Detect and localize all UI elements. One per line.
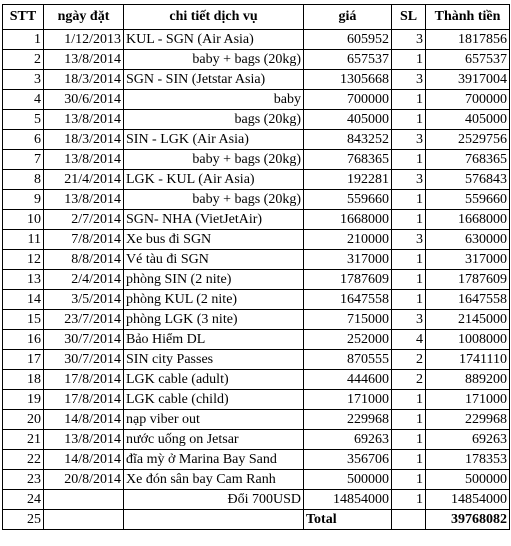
col-header-price[interactable]: giá [304, 5, 392, 30]
cell-price[interactable]: 768365 [304, 150, 392, 170]
cell-stt[interactable]: 14 [3, 290, 44, 310]
table-row [3, 230, 510, 250]
cell-total[interactable]: 2529756 [426, 130, 510, 150]
cell-total[interactable]: 1741110 [426, 350, 510, 370]
cell-detail[interactable]: LGK cable (child) [124, 390, 304, 410]
cell-total[interactable]: 700000 [426, 90, 510, 110]
cell-date[interactable] [44, 490, 124, 510]
cell-qty[interactable]: 1 [392, 410, 426, 430]
cell-qty[interactable] [392, 510, 426, 530]
cell-total[interactable]: 178353 [426, 450, 510, 470]
cell-price[interactable]: 1668000 [304, 210, 392, 230]
cell-detail[interactable]: phòng SIN (2 nite) [124, 270, 304, 290]
cell-qty[interactable]: 3 [392, 310, 426, 330]
col-header-date[interactable]: ngày đặt [44, 5, 124, 30]
grand-total[interactable]: 39768082 [426, 510, 510, 530]
cell-stt[interactable]: 10 [3, 210, 44, 230]
table-row [3, 330, 510, 350]
cell-total[interactable]: 405000 [426, 110, 510, 130]
cell-stt[interactable]: 13 [3, 270, 44, 290]
cell-qty[interactable]: 3 [392, 230, 426, 250]
cell-stt[interactable]: 23 [3, 470, 44, 490]
cell-stt[interactable]: 21 [3, 430, 44, 450]
table-row [3, 50, 510, 70]
cell-price[interactable]: 1787609 [304, 270, 392, 290]
cell-qty[interactable]: 1 [392, 250, 426, 270]
table-row [3, 210, 510, 230]
table-row [3, 370, 510, 390]
table-row [3, 30, 510, 50]
cell-qty[interactable]: 1 [392, 110, 426, 130]
cell-price[interactable]: 229968 [304, 410, 392, 430]
cell-detail[interactable]: phòng LGK (3 nite) [124, 310, 304, 330]
cell-stt[interactable]: 1 [3, 30, 44, 50]
cell-stt[interactable]: 18 [3, 370, 44, 390]
total-label[interactable]: Total [304, 510, 392, 530]
cell-date[interactable]: 14/8/2014 [44, 410, 124, 430]
cell-total[interactable]: 317000 [426, 250, 510, 270]
cell-date[interactable]: 13/8/2014 [44, 110, 124, 130]
cell-detail[interactable]: SGN- NHA (VietJetAir) [124, 210, 304, 230]
cell-stt[interactable]: 16 [3, 330, 44, 350]
cell-total[interactable]: 630000 [426, 230, 510, 250]
cell-total[interactable]: 1787609 [426, 270, 510, 290]
cell-total[interactable]: 657537 [426, 50, 510, 70]
cell-price[interactable]: 1647558 [304, 290, 392, 310]
cell-total[interactable]: 1008000 [426, 330, 510, 350]
cell-price[interactable]: 1305668 [304, 70, 392, 90]
table-row [3, 270, 510, 290]
cell-total[interactable]: 3917004 [426, 70, 510, 90]
cell-date[interactable]: 30/7/2014 [44, 350, 124, 370]
cell-total[interactable]: 69263 [426, 430, 510, 450]
col-header-stt[interactable]: STT [3, 5, 44, 30]
cell-price[interactable]: 69263 [304, 430, 392, 450]
table-row [3, 190, 510, 210]
cell-stt[interactable]: 24 [3, 490, 44, 510]
expense-table [2, 4, 510, 530]
cell-qty[interactable]: 2 [392, 350, 426, 370]
cell-stt[interactable]: 11 [3, 230, 44, 250]
cell-date[interactable]: 20/8/2014 [44, 470, 124, 490]
cell-detail[interactable]: nước uống on Jetsar [124, 430, 304, 450]
cell-detail[interactable]: Xe đón sân bay Cam Ranh [124, 470, 304, 490]
cell-price[interactable]: 715000 [304, 310, 392, 330]
table-row [3, 390, 510, 410]
header-row [3, 5, 510, 30]
cell-date[interactable]: 13/8/2014 [44, 430, 124, 450]
table-row [3, 450, 510, 470]
cell-qty[interactable]: 1 [392, 450, 426, 470]
cell-detail[interactable]: LGK cable (adult) [124, 370, 304, 390]
table-row [3, 130, 510, 150]
cell-qty[interactable]: 1 [392, 470, 426, 490]
cell-detail[interactable]: baby + bags (20kg) [124, 190, 304, 210]
cell-detail[interactable]: baby [124, 90, 304, 110]
cell-total[interactable]: 889200 [426, 370, 510, 390]
cell-date[interactable]: 8/8/2014 [44, 250, 124, 270]
cell-price[interactable]: 252000 [304, 330, 392, 350]
cell-total[interactable]: 500000 [426, 470, 510, 490]
table-row [3, 170, 510, 190]
cell-detail[interactable]: Xe bus đi SGN [124, 230, 304, 250]
cell-stt[interactable]: 2 [3, 50, 44, 70]
cell-stt[interactable]: 7 [3, 150, 44, 170]
table-row [3, 350, 510, 370]
cell-stt[interactable]: 20 [3, 410, 44, 430]
cell-total[interactable]: 1817856 [426, 30, 510, 50]
cell-stt[interactable]: 15 [3, 310, 44, 330]
cell-total[interactable]: 559660 [426, 190, 510, 210]
cell-date[interactable]: 17/8/2014 [44, 390, 124, 410]
col-header-total[interactable]: Thành tiền [426, 5, 510, 30]
cell-price[interactable]: 405000 [304, 110, 392, 130]
cell-date[interactable]: 2/7/2014 [44, 210, 124, 230]
cell-price[interactable]: 605952 [304, 30, 392, 50]
cell-qty[interactable]: 1 [392, 190, 426, 210]
total-row [3, 510, 510, 530]
table-row [3, 110, 510, 130]
table-footer [3, 510, 510, 530]
cell-qty[interactable]: 2 [392, 370, 426, 390]
cell-date[interactable]: 1/12/2013 [44, 30, 124, 50]
cell-detail[interactable]: đĩa mỳ ở Marina Bay Sand [124, 450, 304, 470]
cell-total[interactable]: 1668000 [426, 210, 510, 230]
cell-detail[interactable]: Đổi 700USD [124, 490, 304, 510]
cell-qty[interactable]: 3 [392, 170, 426, 190]
table-row [3, 70, 510, 90]
cell-stt[interactable]: 6 [3, 130, 44, 150]
cell-price[interactable]: 444600 [304, 370, 392, 390]
cell-total[interactable]: 2145000 [426, 310, 510, 330]
cell-date[interactable]: 14/8/2014 [44, 450, 124, 470]
cell-stt[interactable]: 25 [3, 510, 44, 530]
cell-stt[interactable]: 5 [3, 110, 44, 130]
cell-date[interactable]: 13/8/2014 [44, 190, 124, 210]
cell-price[interactable]: 210000 [304, 230, 392, 250]
cell-price[interactable]: 559660 [304, 190, 392, 210]
table-row [3, 90, 510, 110]
cell-detail[interactable]: SGN - SIN (Jetstar Asia) [124, 70, 304, 90]
cell-date[interactable]: 7/8/2014 [44, 230, 124, 250]
cell-price[interactable]: 657537 [304, 50, 392, 70]
cell-date[interactable]: 13/8/2014 [44, 50, 124, 70]
cell-detail[interactable]: phòng KUL (2 nite) [124, 290, 304, 310]
cell-date[interactable] [44, 510, 124, 530]
cell-qty[interactable]: 3 [392, 70, 426, 90]
cell-price[interactable]: 192281 [304, 170, 392, 190]
cell-qty[interactable]: 1 [392, 290, 426, 310]
cell-date[interactable]: 2/4/2014 [44, 270, 124, 290]
cell-detail[interactable]: bags (20kg) [124, 110, 304, 130]
table-row [3, 430, 510, 450]
cell-qty[interactable]: 4 [392, 330, 426, 350]
cell-detail[interactable]: SIN city Passes [124, 350, 304, 370]
cell-date[interactable]: 13/8/2014 [44, 150, 124, 170]
col-header-detail[interactable]: chi tiết dịch vụ [124, 5, 304, 30]
cell-qty[interactable]: 1 [392, 210, 426, 230]
cell-price[interactable]: 317000 [304, 250, 392, 270]
cell-stt[interactable]: 17 [3, 350, 44, 370]
cell-qty[interactable]: 1 [392, 150, 426, 170]
cell-price[interactable]: 356706 [304, 450, 392, 470]
cell-stt[interactable]: 19 [3, 390, 44, 410]
cell-detail[interactable]: nạp viber out [124, 410, 304, 430]
cell-total[interactable]: 14854000 [426, 490, 510, 510]
cell-date[interactable]: 30/6/2014 [44, 90, 124, 110]
cell-total[interactable]: 1647558 [426, 290, 510, 310]
cell-detail[interactable]: SIN - LGK (Air Asia) [124, 130, 304, 150]
cell-price[interactable]: 700000 [304, 90, 392, 110]
cell-price[interactable]: 843252 [304, 130, 392, 150]
cell-qty[interactable]: 1 [392, 50, 426, 70]
cell-stt[interactable]: 22 [3, 450, 44, 470]
cell-total[interactable]: 576843 [426, 170, 510, 190]
cell-detail[interactable]: baby + bags (20kg) [124, 50, 304, 70]
cell-detail[interactable]: KUL - SGN (Air Asia) [124, 30, 304, 50]
cell-qty[interactable]: 3 [392, 30, 426, 50]
table-header [3, 5, 510, 30]
cell-date[interactable]: 18/3/2014 [44, 70, 124, 90]
table-body [3, 30, 510, 510]
cell-qty[interactable]: 1 [392, 90, 426, 110]
cell-qty[interactable]: 1 [392, 390, 426, 410]
cell-date[interactable]: 23/7/2014 [44, 310, 124, 330]
cell-date[interactable]: 18/3/2014 [44, 130, 124, 150]
cell-detail[interactable]: Vé tàu đi SGN [124, 250, 304, 270]
cell-total[interactable]: 229968 [426, 410, 510, 430]
cell-detail[interactable] [124, 510, 304, 530]
cell-price[interactable]: 14854000 [304, 490, 392, 510]
table-row [3, 290, 510, 310]
cell-price[interactable]: 500000 [304, 470, 392, 490]
cell-detail[interactable]: LGK - KUL (Air Asia) [124, 170, 304, 190]
cell-stt[interactable]: 8 [3, 170, 44, 190]
cell-qty[interactable]: 1 [392, 270, 426, 290]
cell-stt[interactable]: 9 [3, 190, 44, 210]
cell-detail[interactable]: baby + bags (20kg) [124, 150, 304, 170]
cell-qty[interactable]: 3 [392, 130, 426, 150]
cell-total[interactable]: 768365 [426, 150, 510, 170]
cell-stt[interactable]: 4 [3, 90, 44, 110]
cell-price[interactable]: 171000 [304, 390, 392, 410]
table-row [3, 490, 510, 510]
cell-stt[interactable]: 3 [3, 70, 44, 90]
cell-detail[interactable]: Bảo Hiểm DL [124, 330, 304, 350]
cell-date[interactable]: 3/5/2014 [44, 290, 124, 310]
cell-date[interactable]: 17/8/2014 [44, 370, 124, 390]
table-row [3, 150, 510, 170]
cell-date[interactable]: 21/4/2014 [44, 170, 124, 190]
table-row [3, 250, 510, 270]
cell-qty[interactable]: 1 [392, 490, 426, 510]
cell-qty[interactable]: 1 [392, 430, 426, 450]
table-row [3, 470, 510, 490]
cell-stt[interactable]: 12 [3, 250, 44, 270]
col-header-qty[interactable]: SL [392, 5, 426, 30]
cell-price[interactable]: 870555 [304, 350, 392, 370]
cell-date[interactable]: 30/7/2014 [44, 330, 124, 350]
cell-total[interactable]: 171000 [426, 390, 510, 410]
table-row [3, 310, 510, 330]
table-row [3, 410, 510, 430]
